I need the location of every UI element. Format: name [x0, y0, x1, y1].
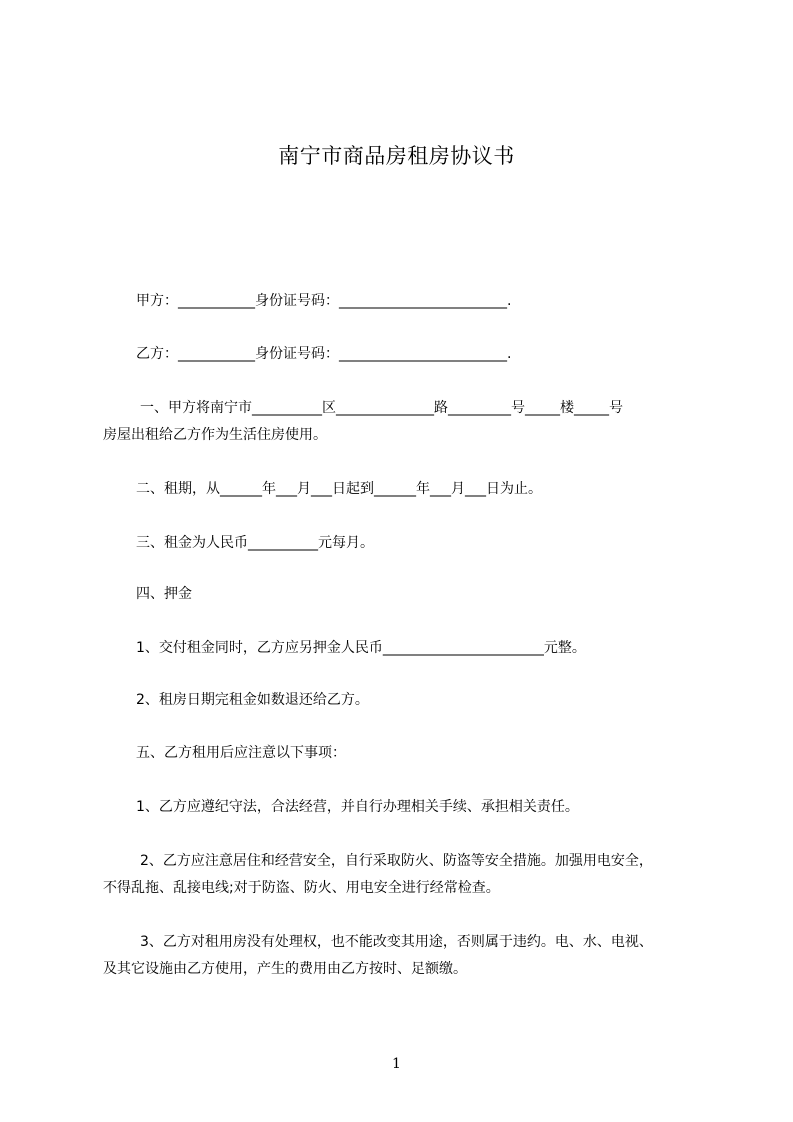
clause-4-heading: 四、押金 — [136, 586, 192, 602]
clause-5-item-2-line-1: 2、乙方应注意居住和经营安全，自行采取防火、防盗等安全措施。加强用电安全， — [140, 853, 653, 869]
clause-5-heading: 五、乙方租用后应注意以下事项： — [136, 745, 346, 761]
clause-5-item-1: 1、乙方应遵纪守法，合法经营，并自行办理相关手续、承担相关责任。 — [136, 799, 579, 815]
clause-4-item-2: 2、租房日期完租金如数退还给乙方。 — [136, 692, 369, 708]
clause-5-item-3-line-2: 及其它设施由乙方使用，产生的费用由乙方按时、足额缴。 — [103, 961, 467, 977]
party-a-line: 甲方：___________身份证号码：________________________. — [136, 293, 512, 309]
clause-1-line-1: 一、甲方将南宁市__________区______________路_________号_____楼_____号 — [140, 400, 623, 416]
party-b-line: 乙方：___________身份证号码：________________________. — [136, 346, 512, 362]
clause-5-item-2-line-2: 不得乱拖、乱接电线;对于防盗、防火、用电安全进行经常检查。 — [103, 880, 500, 896]
clause-3: 三、租金为人民币__________元每月。 — [136, 535, 374, 551]
clause-1-line-2: 房屋出租给乙方作为生活住房使用。 — [103, 427, 327, 443]
clause-4-item-1: 1、交付租金同时，乙方应另押金人民币_______________________元整。 — [136, 640, 586, 656]
document-title: 南宁市商品房租房协议书 — [278, 144, 515, 168]
clause-5-item-3-line-1: 3、乙方对租用房没有处理权，也不能改变其用途，否则属于违约。电、水、电视、 — [140, 934, 653, 950]
clause-2: 二、租期，从______年___月___日起到______年___月___日为止。 — [136, 481, 542, 497]
page-number: 1 — [392, 1056, 401, 1072]
